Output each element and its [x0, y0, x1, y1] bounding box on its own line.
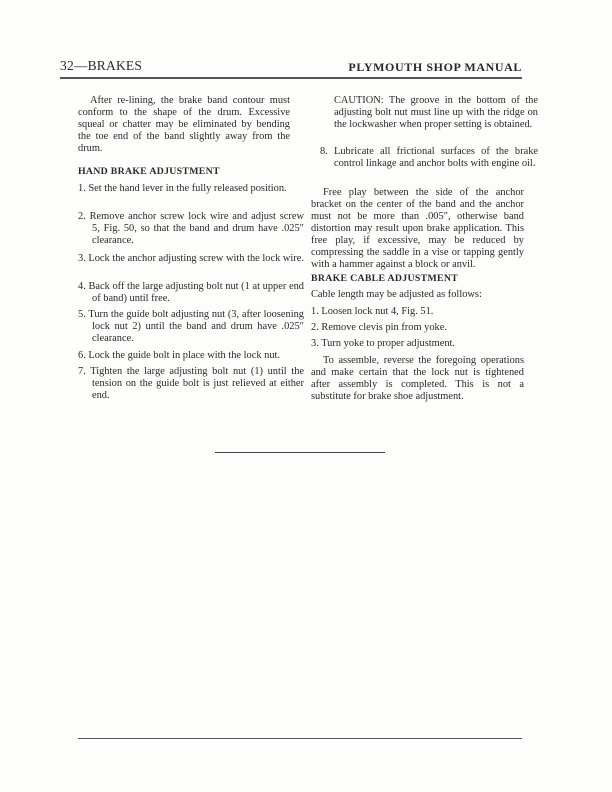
list-item: 8. Lubricate all frictional surfaces of the brake control linkage and anchor bolts with engine oil. — [320, 146, 538, 169]
list-item: 2. Remove anchor screw lock wire and adjust screw 5, Fig. 50, so that the band and drum have .025″ clearance. — [78, 211, 304, 246]
list-item: 1. Set the hand lever in the fully released position. — [78, 183, 287, 194]
list-item: 3. Turn yoke to proper adjustment. — [311, 338, 456, 349]
footer-rule — [78, 738, 522, 739]
assemble-paragraph: To assemble, reverse the foregoing operations and make certain that the lock nut is tightened after assembly is completed. This is not a substitute for brake shoe adjustment. — [311, 355, 524, 402]
list-item: 5. Turn the guide bolt adjusting nut (3, after loosening lock nut 2) until the band and drum have .025″ clearance. — [78, 309, 304, 344]
free-play-paragraph: Free play between the side of the anchor bracket on the center of the band and the anchor must not be more than .005″, otherwise band distortion may result upon brake application. This free play, if excessive, may be reduced by compressing the saddle in a vise or tapping gently with a hammer against a block or anvil. — [311, 187, 524, 270]
list-item: 6. Lock the guide bolt in place with the lock nut. — [78, 350, 280, 361]
list-item: 4. Back off the large adjusting bolt nut (1 at upper end of band) until free. — [78, 281, 304, 304]
intro-paragraph: After re-lining, the brake band contour must conform to the shape of the drum. Excessive squeal or chatter may be eliminated by bending the toe end of the band slightly away from the drum. — [78, 95, 290, 154]
caution-note: CAUTION: The groove in the bottom of the adjusting bolt nut must line up with the ridge on the lockwasher when proper setting is obtained. — [334, 95, 538, 130]
hand-brake-heading: HAND BRAKE ADJUSTMENT — [78, 166, 220, 177]
section-header: 32—BRAKES — [60, 58, 143, 73]
brake-cable-heading: BRAKE CABLE ADJUSTMENT — [311, 273, 459, 284]
list-item: 1. Loosen lock nut 4, Fig. 51. — [311, 306, 434, 317]
manual-title: PLYMOUTH SHOP MANUAL — [348, 60, 522, 74]
list-item: 3. Lock the anchor adjusting screw with the lock wire. — [78, 253, 304, 264]
list-item: 2. Remove clevis pin from yoke. — [311, 322, 447, 333]
header-rule — [60, 77, 522, 79]
section-end-rule — [215, 452, 385, 453]
cable-intro: Cable length may be adjusted as follows: — [311, 289, 482, 300]
list-item: 7. Tighten the large adjusting bolt nut (1) until the tension on the guide bolt is just relieved at either end. — [78, 366, 304, 401]
